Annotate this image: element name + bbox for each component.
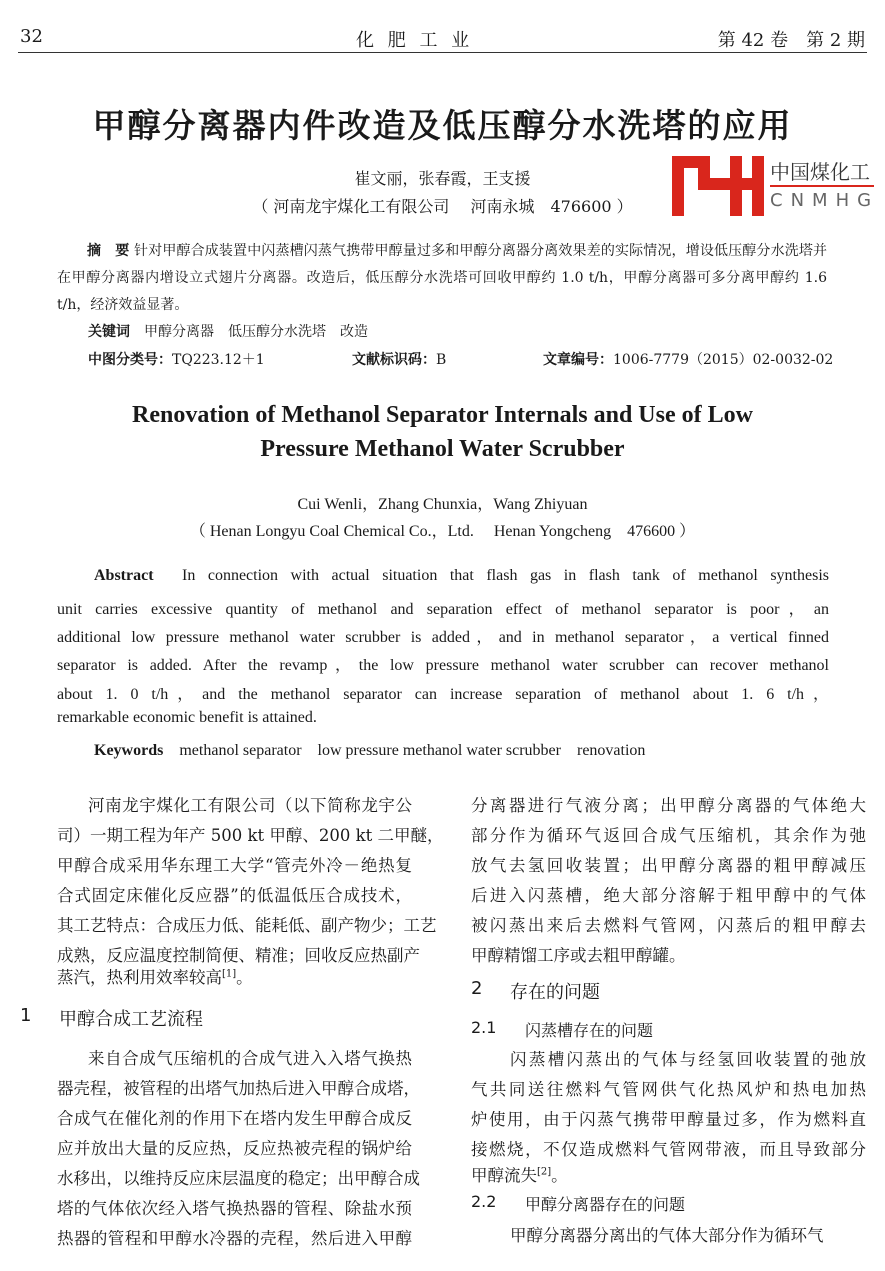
- body-line: 炉使用，由于闪蒸气携带甲醇量过多，作为燃料直: [471, 1110, 866, 1129]
- body-text: 蒸汽，热利用效率较高: [57, 968, 222, 987]
- abstract-en-label: Abstract: [94, 567, 154, 584]
- body-line: 器壳程，被管程的出塔气加热后进入甲醇合成塔，: [57, 1079, 420, 1098]
- affiliation: （ 河南龙宇煤化工有限公司 河南永城 476600 ）: [252, 197, 633, 216]
- body-line: 后进入闪蒸槽，绝大部分溶解于粗甲醇中的气体: [471, 886, 866, 905]
- section-2-1-title: 闪蒸槽存在的问题: [525, 1021, 654, 1040]
- keywords-en-label: Keywords: [94, 742, 164, 759]
- section-1-title: 甲醇合成工艺流程: [59, 1009, 203, 1030]
- article-title: 甲醇分离器内件改造及低压醇分水洗塔的应用: [92, 106, 793, 145]
- body-line: 应并放出大量的反应热，反应热被壳程的锅炉给: [57, 1139, 412, 1158]
- keywords-cn: [88, 321, 368, 341]
- body-line: 闪蒸槽闪蒸出的气体与经氢回收装置的弛放: [510, 1050, 866, 1069]
- clc-number: [88, 349, 265, 369]
- body-text: 甲醇流失: [471, 1166, 537, 1185]
- keywords-text: 甲醇分离器 低压醇分水洗塔 改造: [144, 324, 368, 340]
- body-line: 合式固定床催化反应器”的低温低压合成技术，: [57, 886, 412, 905]
- header-rule: [18, 52, 867, 53]
- title-en-line2: Pressure Methanol Water Scrubber: [260, 436, 625, 462]
- keywords-en-text: methanol separator low pressure methanol water scrubber renovation: [179, 742, 646, 759]
- clc-label: 中图分类号：: [88, 352, 172, 368]
- abstract-en-line: separator is added. After the revamp，the low pressure methanol water scrubber can recover methanol: [57, 657, 829, 674]
- section-2-title: 存在的问题: [510, 982, 600, 1003]
- body-line: 被闪蒸出来后去燃料气管网，闪蒸后的粗甲醇去: [471, 916, 866, 935]
- article-value: 1006-7779（2015）02-0032-02: [613, 352, 834, 368]
- body-line: 甲醇精馏工序或去粗甲醇罐。: [471, 946, 686, 965]
- article-number: [543, 349, 833, 369]
- page-number: 32: [20, 26, 43, 47]
- doc-value: B: [436, 352, 447, 368]
- abstract-text: 针对甲醇合成装置中闪蒸槽闪蒸气携带甲醇量过多和甲醇分离器分离效果差的实际情况，增设低压醇分水洗塔并在甲醇分离器内增设立式翅片分离器。改造后，低压醇分水洗塔可回收甲醇约 1.0 t/h，甲醇分离器可多分离甲醇约 1.6 t/h，经济效益显著。: [57, 243, 828, 313]
- abstract-cn: [57, 238, 827, 319]
- authors-en: Cui Wenli，Zhang Chunxia，Wang Zhiyuan: [297, 496, 588, 513]
- body-line: 接燃烧，不仅造成燃料气管网带液，而且导致部分: [471, 1140, 866, 1159]
- section-2-2-title: 甲醇分离器存在的问题: [525, 1195, 686, 1214]
- abstract-label: 摘 要: [87, 243, 130, 259]
- abstract-en-line: remarkable economic benefit is attained.: [57, 709, 317, 726]
- abstract-en-line: about 1. 0 t/h，and the methanol separator can increase separation of methanol about 1. 6 t/h，: [57, 686, 830, 703]
- body-line: 塔的气体依次经入塔气换热器的管程、除盐水预: [57, 1199, 412, 1218]
- body-line: 甲醇合成采用华东理工大学“管壳外冷－绝热复: [57, 856, 412, 875]
- body-line: 甲醇分离器分离出的气体大部分作为循环气: [510, 1226, 824, 1245]
- cnmhg-watermark-logo: [672, 156, 878, 216]
- body-line: 其工艺特点：合成压力低、能耗低、副产物少；工艺: [57, 916, 437, 935]
- affiliation-en: （ Henan Longyu Coal Chemical Co.，Ltd. Henan Yongcheng 476600 ）: [189, 523, 696, 540]
- watermark-cn-text: 中国煤化工: [770, 160, 870, 184]
- keywords-label: 关键词: [88, 324, 130, 340]
- body-line: 热器的管程和甲醇水冷器的壳程，然后进入甲醇: [57, 1229, 412, 1248]
- abstract-en-line: In connection with actual situation that flash gas in flash tank of methanol synthesis: [182, 567, 829, 584]
- body-line: 气共同送往燃料气管网供气化热风炉和热电加热: [471, 1080, 866, 1099]
- body-line: 放气去氢回收装置；出甲醇分离器的粗甲醇减压: [471, 856, 866, 875]
- authors: 崔文丽，张春霞，王支援: [354, 169, 531, 188]
- doc-label: 文献标识码：: [352, 352, 436, 368]
- watermark-en-text: CNMHG: [770, 190, 880, 211]
- body-line: [471, 1162, 568, 1186]
- title-en-line1: Renovation of Methanol Separator Internals and Use of Low: [132, 402, 753, 428]
- body-line: 成熟，反应温度控制简便、精准；回收反应热副产: [57, 946, 420, 965]
- citation-ref: [2]: [537, 1166, 552, 1178]
- issue-info: 第 42 卷 第 2 期: [717, 30, 865, 51]
- body-line: 水移出，以维持反应床层温度的稳定；出甲醇合成: [57, 1169, 420, 1188]
- doc-code: [352, 349, 446, 369]
- body-text: 。: [551, 1166, 568, 1185]
- body-line: 合成气在催化剂的作用下在塔内发生甲醇合成反: [57, 1109, 412, 1128]
- section-2-2-number: 2.2: [471, 1192, 497, 1211]
- body-text: 。: [236, 968, 253, 987]
- body-line: [57, 964, 253, 988]
- abstract-en-line: additional low pressure methanol water scrubber is added，and in methanol separator，a vertical finned: [57, 629, 829, 646]
- body-line: 来自合成气压缩机的合成气进入入塔气换热: [88, 1049, 412, 1068]
- clc-value: TQ223.12＋1: [172, 352, 265, 368]
- body-line: 河南龙宇煤化工有限公司（以下简称龙宇公: [88, 796, 412, 815]
- citation-ref: [1]: [222, 968, 237, 980]
- section-2-number: 2: [471, 978, 483, 999]
- body-line: 司）一期工程为年产 500 kt 甲醇、200 kt 二甲醚，: [57, 826, 444, 845]
- body-line: 部分作为循环气返回合成气压缩机，其余作为弛: [471, 826, 866, 845]
- abstract-en-line: unit carries excessive quantity of methanol and separation effect of methanol separator is poor，an: [57, 601, 829, 618]
- body-line: 分离器进行气液分离；出甲醇分离器的气体绝大: [471, 796, 866, 815]
- section-1-number: 1: [20, 1005, 32, 1026]
- section-2-1-number: 2.1: [471, 1018, 497, 1037]
- article-label: 文章编号：: [543, 352, 613, 368]
- journal-name: 化 肥 工 业: [356, 30, 474, 51]
- keywords-en: [94, 737, 645, 760]
